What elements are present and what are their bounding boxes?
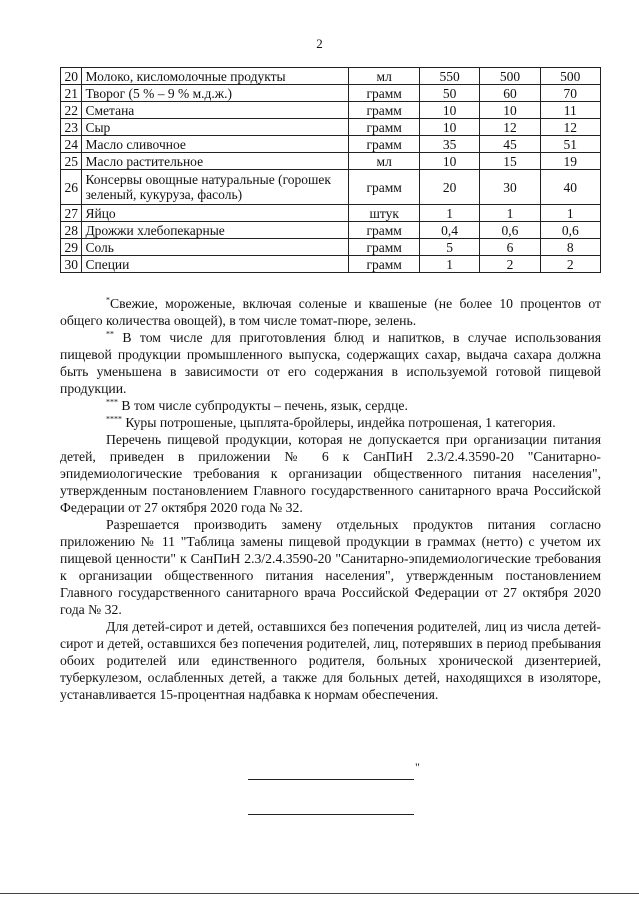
signature-line xyxy=(248,814,414,815)
norm-value: 1 xyxy=(540,205,600,222)
norm-value: 11 xyxy=(540,102,600,119)
norm-value: 6 xyxy=(480,239,540,256)
product-name: Сыр xyxy=(82,119,349,136)
norm-value: 12 xyxy=(540,119,600,136)
footnote-mark: * xyxy=(106,295,110,305)
closing-quote: " xyxy=(415,760,420,774)
product-name: Творог (5 % – 9 % м.д.ж.) xyxy=(82,85,349,102)
norm-value: 5 xyxy=(419,239,479,256)
footnote-mark: **** xyxy=(106,414,122,424)
document-text xyxy=(60,295,601,703)
unit: грамм xyxy=(349,85,420,102)
row-number: 27 xyxy=(61,205,82,222)
norm-value: 10 xyxy=(419,119,479,136)
unit: грамм xyxy=(349,239,420,256)
footnote-1 xyxy=(60,295,601,329)
paragraph-surcharge: Для детей-сирот и детей, оставшихся без попечения родителей, лиц из числа детей-сирот и детей, оставшихся без попечения родителей, лиц, потерявших в период пребывания обоих родителей или единственного родителя, больных хронической дизентерией, туберкулезом, ослабленных детей, а также для больных детей, находящихся в изоляторе, устанавливается 15-процентная надбавка к нормам обеспечения. xyxy=(60,619,601,702)
footnote-3 xyxy=(60,397,601,414)
norm-value: 12 xyxy=(480,119,540,136)
norm-value: 1 xyxy=(419,205,479,222)
table-row xyxy=(61,119,601,136)
norm-value: 2 xyxy=(540,256,600,273)
footnote-2 xyxy=(60,329,601,397)
norm-value: 70 xyxy=(540,85,600,102)
product-name: Молоко, кисломолочные продукты xyxy=(82,68,349,85)
unit: штук xyxy=(349,205,420,222)
table-row xyxy=(61,153,601,170)
norm-value: 60 xyxy=(480,85,540,102)
norm-value: 51 xyxy=(540,136,600,153)
table-row xyxy=(61,222,601,239)
norm-value: 0,6 xyxy=(540,222,600,239)
norm-value: 550 xyxy=(419,68,479,85)
row-number: 21 xyxy=(61,85,82,102)
norm-value: 30 xyxy=(480,170,540,205)
product-name: Масло сливочное xyxy=(82,136,349,153)
norm-value: 15 xyxy=(480,153,540,170)
unit: грамм xyxy=(349,170,420,205)
norm-value: 50 xyxy=(419,85,479,102)
table-row xyxy=(61,256,601,273)
unit: грамм xyxy=(349,256,420,273)
footnote-text: В том числе субпродукты – печень, язык, сердце. xyxy=(118,398,408,413)
paragraph-prohibited-products: Перечень пищевой продукции, которая не допускается при организации питания детей, приведен в приложении № 6 к СанПиН 2.3/2.4.3590-20 "Санитарно-эпидемиологические требования к организации общественного питания населения", утвержденным постановлением Главного государственного санитарного врача Российской Федерации от 27 октября 2020 года № 32. xyxy=(60,432,601,515)
unit: грамм xyxy=(349,119,420,136)
row-number: 28 xyxy=(61,222,82,239)
norm-value: 10 xyxy=(419,102,479,119)
product-name: Сметана xyxy=(82,102,349,119)
row-number: 22 xyxy=(61,102,82,119)
norm-value: 8 xyxy=(540,239,600,256)
footnote-mark: ** xyxy=(106,329,114,339)
row-number: 23 xyxy=(61,119,82,136)
norm-value: 0,4 xyxy=(419,222,479,239)
product-name: Специи xyxy=(82,256,349,273)
unit: мл xyxy=(349,68,420,85)
paragraph-replacement: Разрешается производить замену отдельных продуктов питания согласно приложению № 11 "Таблица замены пищевой продукции в граммах (нетто) с учетом их пищевой ценности" к СанПиН 2.3/2.4.3590-20 "Санитарно-эпидемиологические требования к организации общественного питания населения", утвержденным постановлением Главного государственного санитарного врача Российской Федерации от 27 октября 2020 года № 32. xyxy=(60,517,601,617)
norm-value: 40 xyxy=(540,170,600,205)
unit: грамм xyxy=(349,222,420,239)
signature-line xyxy=(248,779,414,780)
footnote-text: Куры потрошеные, цыплята-бройлеры, индейка потрошеная, 1 категория. xyxy=(122,415,556,430)
norm-value: 1 xyxy=(419,256,479,273)
row-number: 20 xyxy=(61,68,82,85)
product-name: Соль xyxy=(82,239,349,256)
unit: грамм xyxy=(349,136,420,153)
unit: грамм xyxy=(349,102,420,119)
footnote-text: В том числе для приготовления блюд и напитков, в случае использования пищевой продукции промышленного выпуска, содержащих сахар, выдача сахара должна быть уменьшена в зависимости от его содержания в используемой готовой пищевой продукции. xyxy=(60,330,601,396)
norm-value: 0,6 xyxy=(480,222,540,239)
norm-value: 2 xyxy=(480,256,540,273)
table-row xyxy=(61,68,601,85)
product-name: Дрожжи хлебопекарные xyxy=(82,222,349,239)
norm-value: 500 xyxy=(540,68,600,85)
product-name: Масло растительное xyxy=(82,153,349,170)
norm-value: 45 xyxy=(480,136,540,153)
norm-value: 10 xyxy=(419,153,479,170)
product-name: Консервы овощные натуральные (горошек зеленый, кукуруза, фасоль) xyxy=(82,170,349,205)
table-row xyxy=(61,102,601,119)
table-row xyxy=(61,239,601,256)
row-number: 29 xyxy=(61,239,82,256)
norm-value: 35 xyxy=(419,136,479,153)
norm-value: 1 xyxy=(480,205,540,222)
norm-value: 10 xyxy=(480,102,540,119)
row-number: 26 xyxy=(61,170,82,205)
page-number: 2 xyxy=(316,36,323,51)
row-number: 24 xyxy=(61,136,82,153)
norm-value: 19 xyxy=(540,153,600,170)
norm-value: 20 xyxy=(419,170,479,205)
scan-edge-line xyxy=(0,893,639,894)
table-row xyxy=(61,136,601,153)
norm-value: 500 xyxy=(480,68,540,85)
row-number: 30 xyxy=(61,256,82,273)
table-row xyxy=(61,170,601,205)
footnote-4 xyxy=(60,414,601,431)
row-number: 25 xyxy=(61,153,82,170)
product-name: Яйцо xyxy=(82,205,349,222)
food-norms-table xyxy=(60,67,601,273)
footnote-mark: *** xyxy=(106,397,118,407)
footnote-text: Свежие, мороженые, включая соленые и квашеные (не более 10 процентов от общего количества овощей), в том числе томат-пюре, зелень. xyxy=(60,296,601,328)
unit: мл xyxy=(349,153,420,170)
table-row xyxy=(61,85,601,102)
table-row xyxy=(61,205,601,222)
